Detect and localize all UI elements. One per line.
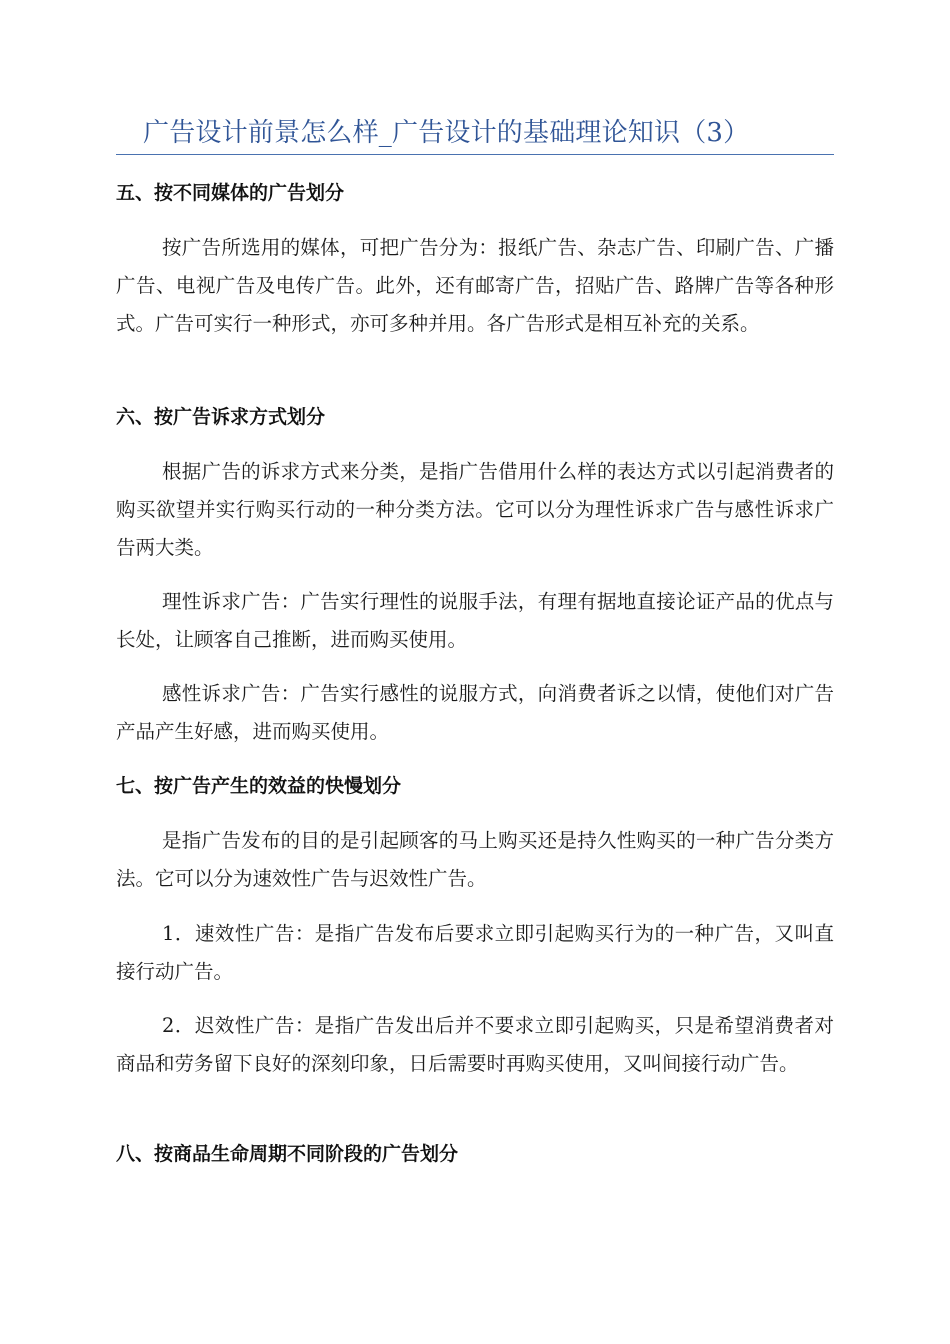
body-paragraph: 理性诉求广告：广告实行理性的说服手法，有理有据地直接论证产品的优点与长处，让顾客自己推断，进而购买使用。 (116, 590, 834, 651)
section-heading: 六、按广告诉求方式划分 (116, 406, 326, 428)
document-title: 广告设计前景怎么样_广告设计的基础理论知识（3） (143, 118, 750, 148)
body-paragraph: 1．速效性广告：是指广告发布后要求立即引起购买行为的一种广告，又叫直接行动广告。 (116, 922, 834, 983)
body-paragraph: 按广告所选用的媒体，可把广告分为：报纸广告、杂志广告、印刷广告、广播广告、电视广告及电传广告。此外，还有邮寄广告，招贴广告、路牌广告等各种形式。广告可实行一种形式，亦可多种并用。各广告形式是相互补充的关系。 (116, 236, 834, 335)
section-heading: 七、按广告产生的效益的快慢划分 (116, 775, 402, 797)
title-block (116, 112, 834, 155)
section-heading: 八、按商品生命周期不同阶段的广告划分 (116, 1143, 459, 1165)
body-paragraph: 根据广告的诉求方式来分类，是指广告借用什么样的表达方式以引起消费者的购买欲望并实行购买行动的一种分类方法。它可以分为理性诉求广告与感性诉求广告两大类。 (116, 460, 834, 559)
section-heading: 五、按不同媒体的广告划分 (116, 182, 345, 204)
body-paragraph: 2．迟效性广告：是指广告发出后并不要求立即引起购买，只是希望消费者对商品和劳务留下良好的深刻印象，日后需要时再购买使用，又叫间接行动广告。 (116, 1014, 834, 1075)
body-paragraph: 感性诉求广告：广告实行感性的说服方式，向消费者诉之以情，使他们对广告产品产生好感，进而购买使用。 (116, 682, 834, 743)
body-paragraph: 是指广告发布的目的是引起顾客的马上购买还是持久性购买的一种广告分类方法。它可以分为速效性广告与迟效性广告。 (116, 829, 834, 890)
